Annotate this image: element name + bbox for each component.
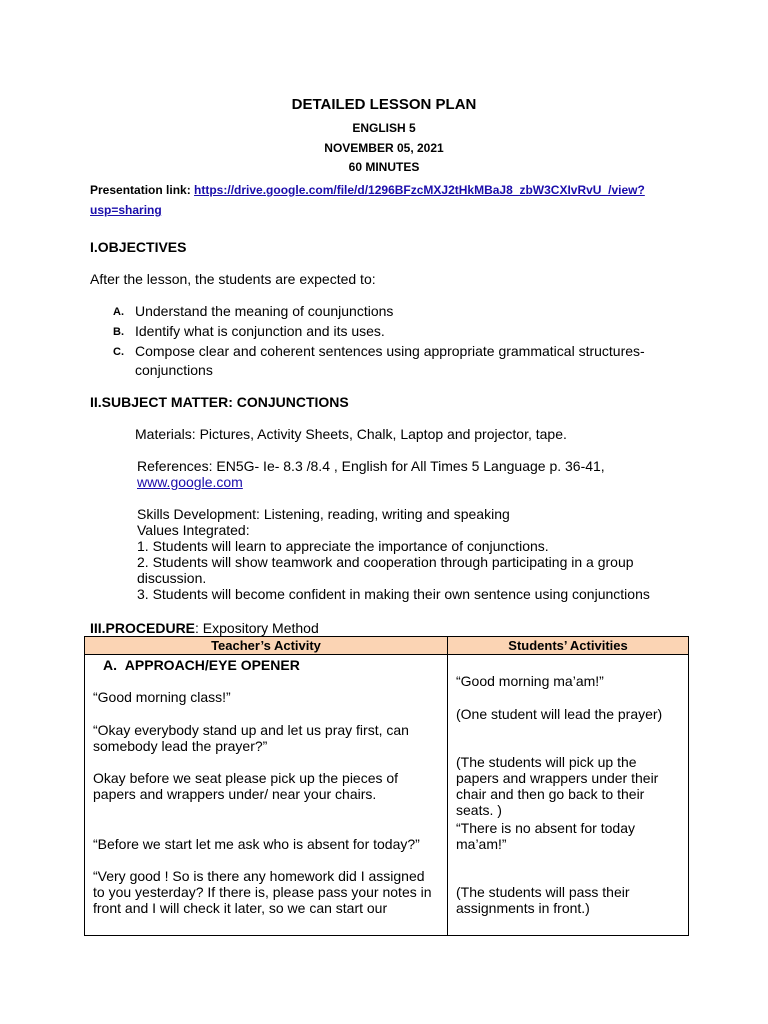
list-marker: C.	[113, 346, 124, 358]
skills-text: Skills Development: Listening, reading, writing and speaking	[137, 506, 510, 522]
references-text: References: EN5G- Ie- 8.3 /8.4 , English for All Times 5 Language p. 36-41,	[137, 458, 605, 474]
students-line: (One student will lead the prayer)	[456, 706, 663, 722]
objective-text: Compose clear and coherent sentences using appropriate grammatical structures-conjunctions	[135, 343, 645, 378]
duration-label: 60 MINUTES	[348, 160, 420, 174]
teacher-line: “Before we start let me ask who is absent for today?”	[93, 836, 420, 852]
objective-text: Identify what is conjunction and its uses.	[135, 323, 385, 339]
presentation-link-continued[interactable]: usp=sharing	[90, 203, 162, 217]
list-marker: B.	[113, 326, 124, 338]
procedure-line	[90, 620, 319, 636]
procedure-table	[84, 636, 689, 936]
objectives-list	[113, 302, 655, 380]
table-header-row	[85, 637, 689, 655]
document-title: DETAILED LESSON PLAN	[291, 96, 477, 113]
objective-item	[113, 322, 655, 342]
students-line: “Good morning ma’am!”	[456, 673, 604, 689]
date-label: NOVEMBER 05, 2021	[324, 141, 444, 155]
value-item: 1. Students will learn to appreciate the importance of conjunctions.	[137, 538, 549, 554]
procedure-heading: III.PROCEDURE	[90, 620, 196, 636]
section-marker: A.	[103, 657, 117, 673]
objectives-intro: After the lesson, the students are expected to:	[90, 271, 376, 287]
students-line: (The students will pick up the papers and wrappers under their chair and then go back to their seats. )	[456, 754, 659, 818]
value-item: 2. Students will show teamwork and cooperation through participating in a group discussion.	[137, 554, 634, 586]
teacher-column-header: Teacher’s Activity	[85, 637, 448, 655]
teacher-cell	[85, 655, 448, 936]
teacher-line: “Very good ! So is there any homework did I assigned to you yesterday? If there is, please pass your notes in front and I will check it later, so we can start our	[93, 868, 432, 916]
section-title	[103, 657, 439, 673]
procedure-method: : Expository Method	[195, 620, 319, 636]
presentation-label: Presentation link:	[90, 183, 195, 197]
teacher-line: Okay before we seat please pick up the pieces of papers and wrappers under/ near your chairs.	[93, 770, 399, 802]
table-row	[85, 655, 689, 936]
students-line: (The students will pass their assignments in front.)	[456, 884, 630, 916]
subject-matter-heading: II.SUBJECT MATTER: CONJUNCTIONS	[90, 394, 349, 410]
students-column-header: Students’ Activities	[448, 637, 689, 655]
references-link[interactable]: www.google.com	[137, 474, 243, 490]
value-item: 3. Students will become confident in making their own sentence using conjunctions	[137, 586, 650, 602]
students-line: “There is no absent for today ma’am!”	[456, 820, 635, 852]
values-label: Values Integrated:	[137, 522, 250, 538]
teacher-line: “Okay everybody stand up and let us pray first, can somebody lead the prayer?”	[93, 722, 409, 754]
section-title-text: APPROACH/EYE OPENER	[124, 657, 300, 673]
materials-text: Materials: Pictures, Activity Sheets, Chalk, Laptop and projector, tape.	[135, 426, 567, 442]
subject-label: ENGLISH 5	[352, 121, 416, 135]
objective-item	[113, 302, 655, 322]
list-marker: A.	[113, 306, 124, 318]
presentation-line	[90, 180, 690, 220]
objective-text: Understand the meaning of counjunctions	[135, 303, 394, 319]
students-cell	[448, 655, 689, 936]
teacher-line: “Good morning class!”	[93, 689, 231, 705]
objectives-heading: I.OBJECTIVES	[90, 239, 187, 255]
objective-item	[113, 342, 655, 380]
presentation-link[interactable]: https://drive.google.com/file/d/1296BFzcMXJ2tHkMBaJ8_zbW3CXIvRvU_/view?	[194, 183, 645, 197]
skills-block	[137, 506, 667, 602]
